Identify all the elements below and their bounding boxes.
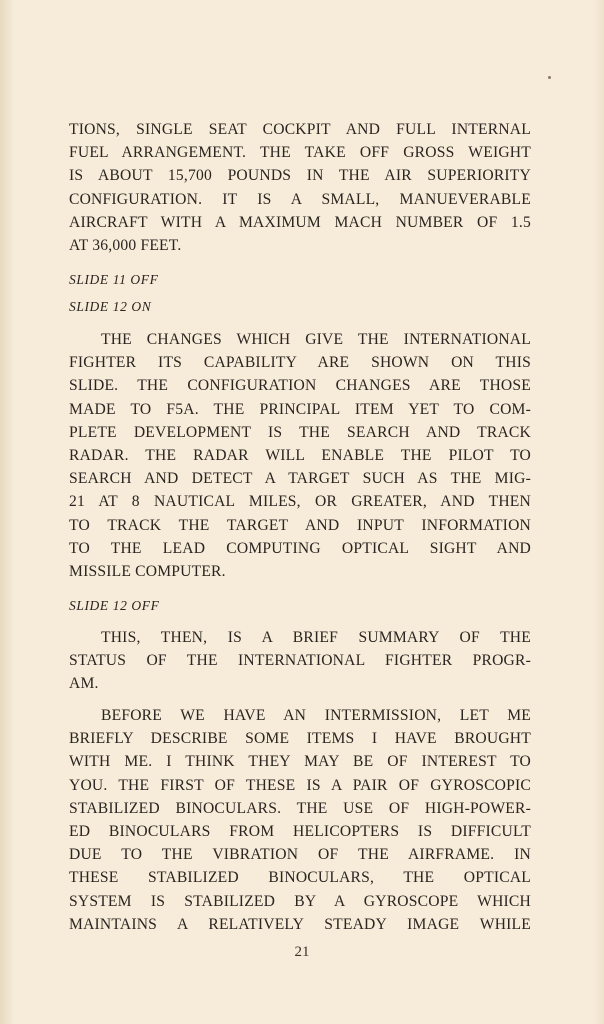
- text-line: MADE TO F5A. THE PRINCIPAL ITEM YET TO COM-: [69, 400, 531, 418]
- text-line: THESE STABILIZED BINOCULARS, THE OPTICAL: [69, 869, 531, 887]
- paper-speck: [548, 76, 551, 79]
- text-line: RADAR. THE RADAR WILL ENABLE THE PILOT TO: [69, 446, 531, 464]
- text-line: BRIEFLY DESCRIBE SOME ITEMS I HAVE BROUGHT: [69, 730, 531, 748]
- text-line: TO THE LEAD COMPUTING OPTICAL SIGHT AND: [69, 539, 531, 557]
- text-line: IS ABOUT 15,700 POUNDS IN THE AIR SUPERIORITY: [69, 167, 531, 185]
- text-line: WITH ME. I THINK THEY MAY BE OF INTEREST TO: [69, 753, 531, 771]
- text-line: AT 36,000 FEET.: [69, 236, 182, 254]
- text-line: ED BINOCULARS FROM HELICOPTERS IS DIFFICULT: [69, 822, 531, 840]
- text-line: YOU. THE FIRST OF THESE IS A PAIR OF GYROSCOPIC: [69, 776, 531, 794]
- text-line: TO TRACK THE TARGET AND INPUT INFORMATION: [69, 516, 531, 534]
- text-line: SYSTEM IS STABILIZED BY A GYROSCOPE WHICH: [69, 892, 531, 910]
- text-line: TIONS, SINGLE SEAT COCKPIT AND FULL INTERNAL: [69, 121, 531, 138]
- text-line: DUE TO THE VIBRATION OF THE AIRFRAME. IN: [69, 846, 531, 864]
- page-number: 21: [294, 944, 310, 960]
- text-line: SEARCH AND DETECT A TARGET SUCH AS THE MIG-: [69, 470, 531, 488]
- slide-cue: SLIDE 11 OFF: [69, 272, 159, 287]
- text-line: FIGHTER ITS CAPABILITY ARE SHOWN ON THIS: [69, 354, 531, 372]
- text-line: 21 AT 8 NAUTICAL MILES, OR GREATER, AND THEN: [69, 493, 531, 511]
- text-line: THE CHANGES WHICH GIVE THE INTERNATIONAL: [101, 331, 531, 348]
- text-line: STABILIZED BINOCULARS. THE USE OF HIGH-POWER-: [69, 799, 531, 817]
- paragraph-3: [69, 626, 531, 696]
- text-line: SLIDE. THE CONFIGURATION CHANGES ARE THOSE: [69, 377, 531, 395]
- paragraph-2: [69, 328, 531, 583]
- text-line: BEFORE WE HAVE AN INTERMISSION, LET ME: [101, 707, 531, 724]
- text-line: MAINTAINS A RELATIVELY STEADY IMAGE WHILE: [69, 915, 531, 933]
- text-line: MISSILE COMPUTER.: [69, 562, 226, 580]
- text-line: STATUS OF THE INTERNATIONAL FIGHTER PROGR-: [69, 652, 531, 670]
- slide-cue: SLIDE 12 ON: [69, 299, 152, 314]
- text-line: FUEL ARRANGEMENT. THE TAKE OFF GROSS WEIGHT: [69, 144, 531, 162]
- text-line: CONFIGURATION. IT IS A SMALL, MANUEVERABLE: [69, 190, 531, 208]
- slide-cue: SLIDE 12 OFF: [69, 598, 160, 613]
- text-line: AM.: [69, 675, 99, 693]
- paragraph-1: [69, 118, 531, 257]
- text-line: AIRCRAFT WITH A MAXIMUM MACH NUMBER OF 1.5: [69, 213, 531, 231]
- paragraph-4: [69, 704, 531, 936]
- text-line: THIS, THEN, IS A BRIEF SUMMARY OF THE: [101, 629, 531, 646]
- text-line: PLETE DEVELOPMENT IS THE SEARCH AND TRACK: [69, 423, 531, 441]
